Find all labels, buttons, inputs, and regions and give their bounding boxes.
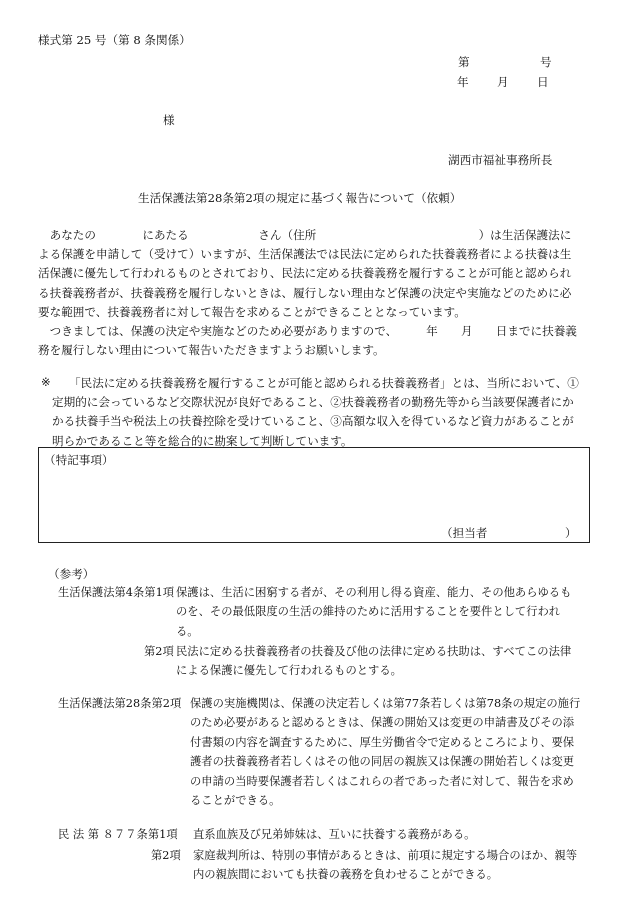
note-mark: ※ — [41, 375, 51, 389]
date-year: 年 — [457, 75, 469, 89]
reference-text: 民法に定める扶養義務者の扶養及び他の法律に定める扶助は、すべてこの法律による保護に優先して行われるものとする。 — [176, 645, 572, 678]
special-notes-label: （特記事項） — [44, 453, 114, 467]
date-day: 日 — [537, 75, 549, 89]
body-paragraph-2: つきましては、保護の決定や実施などのため必要がありますので、 年 月 日までに扶養義務を履行しない理由について報告いただきますようお願いします。 — [38, 324, 577, 358]
note-text: 「民法に定める扶養義務を履行することが可能と認められる扶養義務者」とは、当所において、①定期的に会っているなど交際状況が良好であること、②扶養義務者の勤務先等から当該要保護者にかかる扶養手当や税法上の扶養控除を受けていること、③高額な収入を得ているなど資力があることが明らかであること等を総合的に勘案して判断しています。 — [52, 376, 579, 448]
reference-label: 第2項 — [144, 645, 174, 658]
person-in-charge-close: ） — [565, 526, 577, 540]
sender-name: 湖西市福祉事務所長 — [448, 153, 553, 167]
document-number-suffix: 号 — [540, 55, 552, 69]
reference-text: 保護の実施機関は、保護の決定若しくは第77条若しくは第78条の規定の施行のため必要があると認めるときは、保護の開始又は変更の申請書及びその添付書類の内容を調査するために、厚生労働省令で定めるところにより、要保護者の扶養義務者若しくはその他の同居の親族又は保護の開始若しくは変更の申請の当時要保護者若しくはこれらの者であった者に対して、報告を求めることができる。 — [190, 697, 581, 808]
reference-heading: （参考） — [48, 567, 95, 581]
special-notes-box — [38, 447, 590, 543]
addressee-suffix: 様 — [163, 113, 175, 127]
reference-text: 保護は、生活に困窮する者が、その利用し得る資産、能力、その他あらゆるものを、その最低限度の生活の維持のために活用することを要件として行われる。 — [176, 586, 572, 638]
person-in-charge-label: （担当者 — [441, 526, 488, 540]
date-month: 月 — [497, 75, 509, 89]
body-paragraph-1: あなたの にあたる さん（住所 ）は生活保護法による保護を申請して（受けて）いますが、生活保護法では民法に定められた扶養義務者による扶養は生活保護に優先して行われるものとされており、民法に定める扶養義務を履行することが可能と認められる扶養義務者が、扶養義務を履行しないときは、履行しない理由など保護の決定や実施などのために必要な範囲で、扶養義務者に対して報告を求めることができることとなっています。 — [38, 228, 572, 319]
body-text — [38, 226, 580, 360]
reference-text: 家庭裁判所は、特別の事情があるときは、前項に規定する場合のほか、親等内の親族間においても扶養の義務を負わせることができる。 — [193, 849, 578, 882]
form-number: 様式第 25 号（第 8 条関係） — [38, 33, 191, 47]
document-title: 生活保護法第28条第2項の規定に基づく報告について（依頼） — [138, 191, 462, 205]
reference-label: 生活保護法第28条第2項 — [58, 697, 182, 710]
reference-label: 民 法 第 ８７７条第1項 — [58, 828, 178, 841]
reference-text: 直系血族及び兄弟姉妹は、互いに扶養する義務がある。 — [193, 828, 476, 841]
reference-label: 生活保護法第4条第1項 — [58, 586, 175, 599]
reference-label: 第2項 — [151, 849, 181, 862]
document-number-prefix: 第 — [458, 55, 470, 69]
